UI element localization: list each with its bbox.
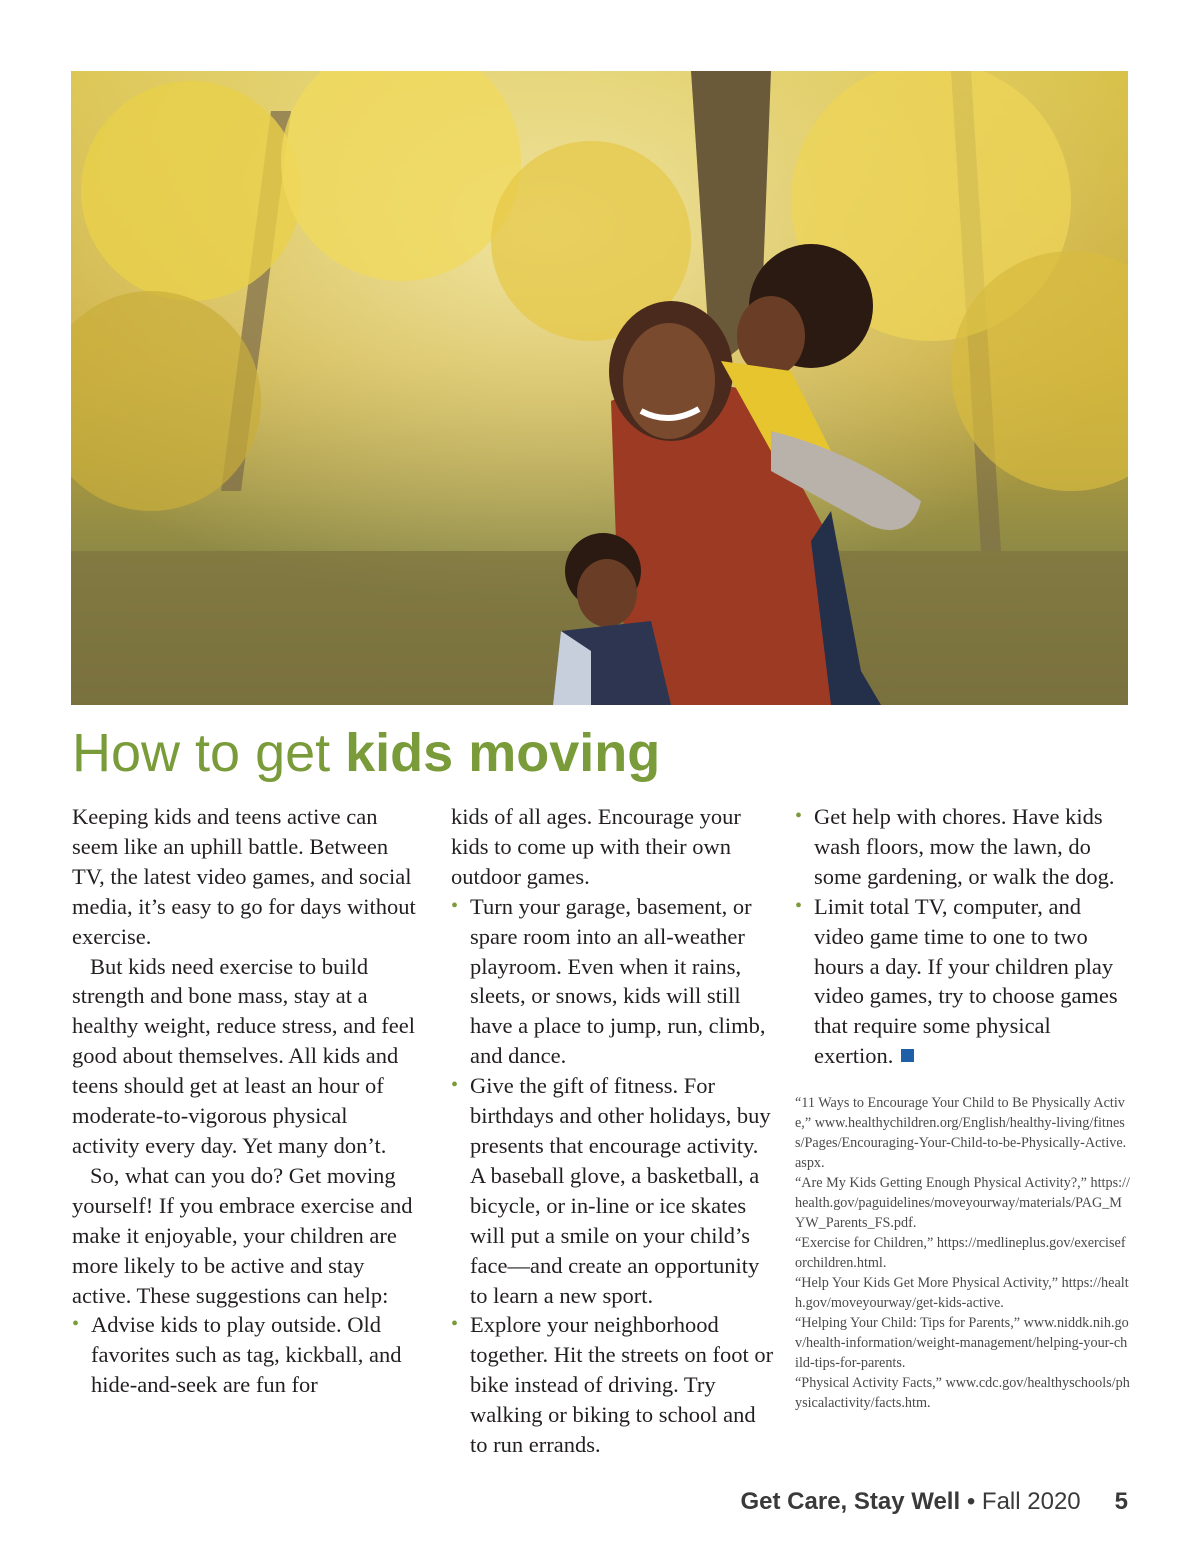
tip-item: • Turn your garage, basement, or spare room into an all-weather playroom. Even when it rains, sleets, or snows, kids will still have a place to jump, run, climb, and dance.: [451, 892, 776, 1071]
headline-bold: kids moving: [345, 723, 661, 783]
headline-light: How to get: [72, 723, 346, 783]
text-column-1: [72, 802, 417, 1400]
tip-item: • Explore your neighborhood together. Hit the streets on foot or bike instead of driving. Try walking or biking to school and to run errands.: [451, 1310, 776, 1460]
photo-illustration: [71, 71, 1128, 705]
publication-name: Get Care, Stay Well: [740, 1488, 961, 1515]
intro-paragraph: Keeping kids and teens active can seem like an uphill battle. Between TV, the latest video games, and social media, it’s easy to go for days without exercise.: [72, 804, 416, 949]
reference-item: “Exercise for Children,” https://medlineplus.gov/exerciseforchildren.html.: [795, 1235, 1126, 1272]
tip-item-text: Limit total TV, computer, and video game time to one to two hours a day. If your children play video games, try to choose games that require some physical exertion.: [814, 893, 1118, 1069]
end-of-article-icon: [901, 1049, 914, 1062]
issue-label: Fall 2020: [981, 1488, 1081, 1515]
body-paragraph: But kids need exercise to build strength and bone mass, stay at a healthy weight, reduce stress, and feel good about themselves. All kids and teens should get at least an hour of moderate-to-vigorous physical activity every day. Yet many don’t.: [72, 953, 415, 1158]
tips-list: [451, 892, 776, 1460]
reference-item: “Helping Your Child: Tips for Parents,” www.niddk.nih.gov/health-information/weight-management/helping-your-child-tips-for-parents.: [795, 1315, 1129, 1372]
tip-item: • Advise kids to play outside. Old favorites such as tag, kickball, and hide-and-seek are fun for: [72, 1310, 417, 1400]
hero-photo: [71, 71, 1128, 705]
tips-list: [72, 1310, 417, 1400]
page-number: 5: [1114, 1488, 1128, 1515]
text-column-3: [795, 802, 1130, 1413]
reference-item: “Are My Kids Getting Enough Physical Activity?,” https://health.gov/paguidelines/moveyourway/materials/PAG_MYW_Parents_FS.pdf.: [795, 1175, 1130, 1232]
tip-item-continued: kids of all ages. Encourage your kids to come up with their own outdoor games.: [451, 804, 741, 889]
text-column-2: [451, 802, 776, 1460]
tip-item: • Get help with chores. Have kids wash floors, mow the lawn, do some gardening, or walk the dog.: [795, 802, 1130, 892]
footer-separator: •: [960, 1488, 982, 1515]
body-paragraph: So, what can you do? Get moving yourself! If you embrace exercise and make it enjoyable, your children are more likely to be active and stay active. These suggestions can help:: [72, 1162, 413, 1308]
article-headline: [72, 718, 660, 788]
reference-item: “11 Ways to Encourage Your Child to Be Physically Active,” www.healthychildren.org/English/healthy-living/fitness/Pages/Encouraging-Your-Child-to-be-Physically-Active.aspx.: [795, 1095, 1127, 1172]
tip-item-last: [795, 892, 1130, 1071]
tips-list: [795, 802, 1130, 1071]
references-list: [795, 1093, 1130, 1413]
page-footer: [741, 1488, 1129, 1516]
tips-list-continued: [451, 802, 776, 892]
reference-item: “Help Your Kids Get More Physical Activity,” https://health.gov/moveyourway/get-kids-active.: [795, 1275, 1129, 1312]
tip-item: • Give the gift of fitness. For birthdays and other holidays, buy presents that encourage activity. A baseball glove, a basketball, a bicycle, or in-line or ice skates will put a smile on your child’s face—and create an opportunity to learn a new sport.: [451, 1071, 776, 1310]
reference-item: “Physical Activity Facts,” www.cdc.gov/healthyschools/physicalactivity/facts.htm.: [795, 1375, 1130, 1412]
